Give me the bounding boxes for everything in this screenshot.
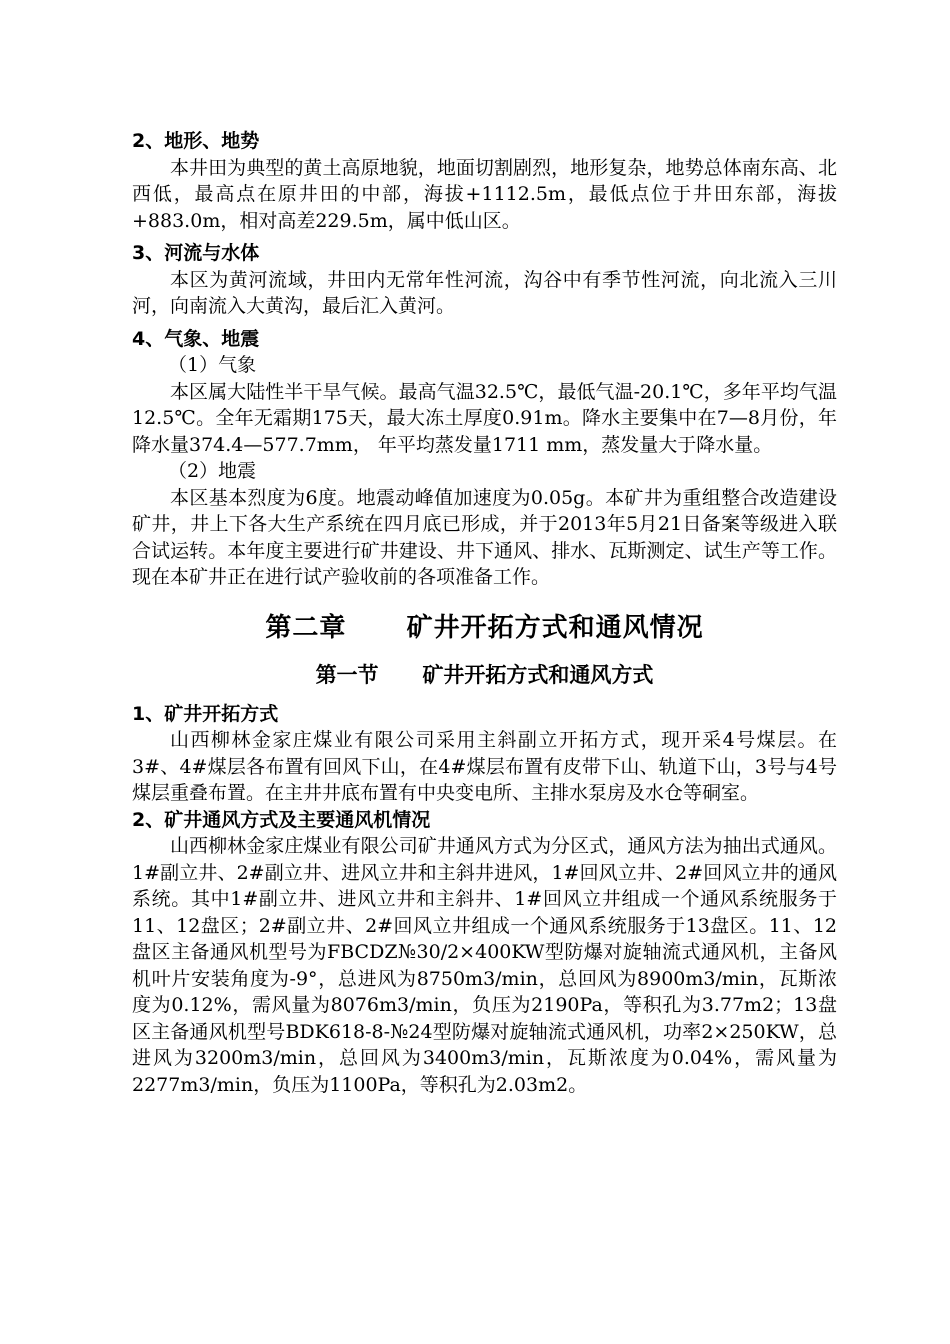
section-heading-development: 1、矿井开拓方式 — [132, 702, 279, 725]
paragraph-earthquake: 本区基本烈度为6度。地震动峰值加速度为0.05g。本矿井为重组整合改造建设矿井，井上下各大生产系统在四月底已形成，并于2013年5月21日备案等级进入联合试运转。本年度主要进行矿井建设、井下通风、排水、瓦斯测定、试生产等工作。现在本矿井正在进行试产验收前的各项准备工作。 — [132, 486, 837, 588]
document-page — [132, 128, 837, 1098]
paragraph-development: 山西柳林金家庄煤业有限公司采用主斜副立开拓方式，现开采4号煤层。在3#、4#煤层各布置有回风下山，在4#煤层布置有皮带下山、轨道下山，3号与4号煤层重叠布置。在主井井底布置有中央变电所、主排水泵房及水仓等硐室。 — [132, 729, 837, 804]
section-heading-ventilation: 2、矿井通风方式及主要通风机情况 — [132, 808, 431, 831]
chapter-name: 矿井开拓方式和通风情况 — [406, 612, 704, 643]
paragraph-ventilation: 山西柳林金家庄煤业有限公司矿井通风方式为分区式，通风方法为抽出式通风。1#副立井、2#副立井、进风立井和主斜井进风，1#回风立井、2#回风立井的通风系统。其中1#副立井、进风立井和主斜井、1#回风立井组成一个通风系统服务于11、12盘区；2#副立井、2#回风立井组成一个通风系统服务于13盘区。11、12盘区主备通风机型号为FBCDZ№30/2×400KW型防爆对旋轴流式通风机，主备风机叶片安装角度为-9°，总进风为8750m3/min，总回风为8900m3/min，瓦斯浓度为0.12%，需风量为8076m3/min，负压为2190Pa，等积孔为3.77m2；13盘区主备通风机型号BDK618-8-№24型防爆对旋轴流式通风机，功率2×250KW，总进风为3200m3/min，总回风为3400m3/min，瓦斯浓度为0.04%，需风量为2277m3/min，负压为1100Pa，等积孔为2.03m2。 — [132, 835, 837, 1096]
section-number: 第一节 — [315, 662, 379, 687]
section-name: 矿井开拓方式和通风方式 — [422, 662, 654, 687]
subheading-earthquake: （2）地震 — [168, 460, 257, 482]
paragraph-climate: 本区属大陆性半干旱气候。最高气温32.5℃，最低气温-20.1℃，多年平均气温12.5℃。全年无霜期175天，最大冻土厚度0.91m。降水主要集中在7—8月份，年降水量374.4—577.7mm， 年平均蒸发量1711 mm，蒸发量大于降水量。 — [132, 380, 837, 456]
paragraph-terrain: 本井田为典型的黄土高原地貌，地面切割剧烈，地形复杂，地势总体南东高、北西低，最高点在原井田的中部，海拔+1112.5m，最低点位于井田东部，海拔+883.0m，相对高差229.5m，属中低山区。 — [132, 156, 837, 232]
section-heading-terrain: 2、地形、地势 — [132, 130, 260, 152]
chapter-number: 第二章 — [265, 612, 347, 643]
section-heading-climate-earthquake: 4、气象、地震 — [132, 327, 260, 350]
subheading-climate: （1）气象 — [168, 354, 257, 376]
section-heading-rivers: 3、河流与水体 — [132, 242, 260, 264]
chapter-title — [132, 611, 837, 645]
paragraph-rivers: 本区为黄河流域，井田内无常年性河流，沟谷中有季节性河流，向北流入三川河，向南流入大黄沟，最后汇入黄河。 — [132, 268, 837, 317]
section-title — [132, 661, 837, 689]
